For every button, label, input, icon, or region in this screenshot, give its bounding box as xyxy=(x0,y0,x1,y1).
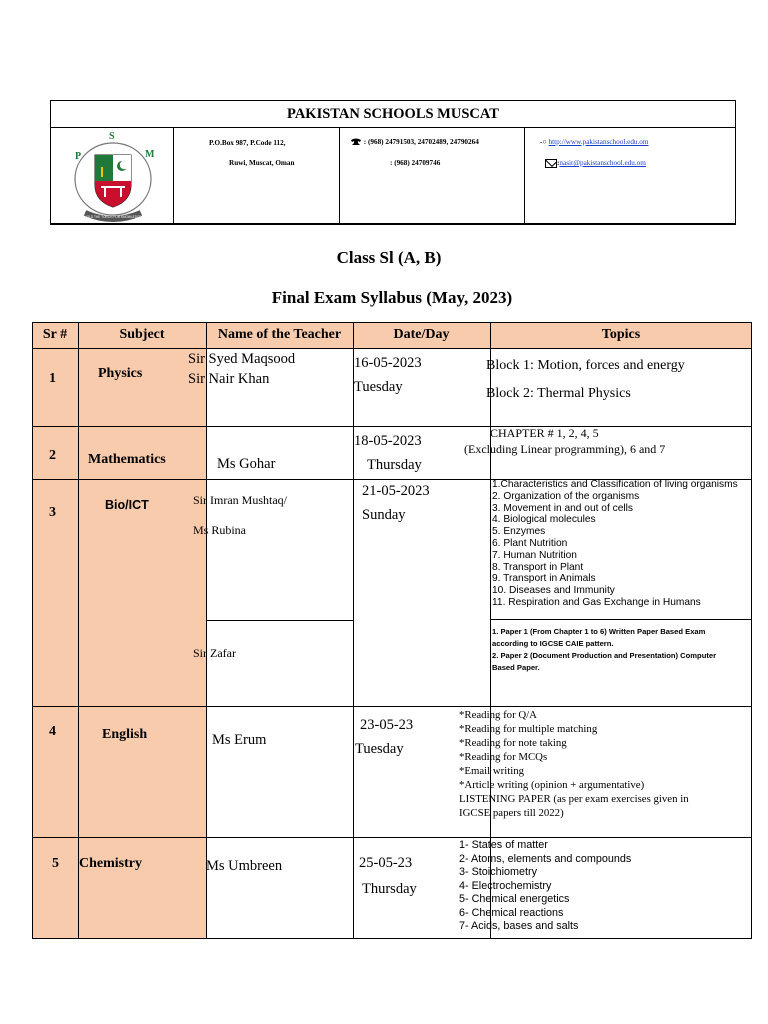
logo-letter-m: M xyxy=(145,149,155,160)
row2-sr: 2 xyxy=(49,448,56,463)
phone-cell xyxy=(340,127,525,223)
row1-day: Tuesday xyxy=(354,379,403,395)
bio-topic: 6. Plant Nutrition xyxy=(492,537,568,549)
row3-ict-topics xyxy=(492,626,716,674)
logo-cell xyxy=(51,127,174,223)
row2-date: 18-05-2023 xyxy=(354,433,422,449)
bio-topic: 3. Movement in and out of cells xyxy=(492,502,634,514)
row4-sr: 4 xyxy=(49,724,56,739)
ict-topic: 1. Paper 1 (From Chapter 1 to 6) Written Paper Based Exam xyxy=(492,627,706,636)
bio-topic: 7. Human Nutrition xyxy=(492,549,577,561)
syllabus-table xyxy=(32,322,752,939)
ict-topic: Based Paper. xyxy=(492,663,540,672)
bio-topic: 8. Transport in Plant xyxy=(492,561,584,573)
header-topics: Topics xyxy=(490,322,752,348)
row4-subject: English xyxy=(102,727,148,742)
logo-motto: HOLD THE TORCH FOR KNOWLEDGE xyxy=(84,215,142,219)
row2-topic-1: CHAPTER # 1, 2, 4, 5 xyxy=(490,426,599,440)
email-row: :nasir@pakistanschool.edu.om xyxy=(545,159,646,168)
row3-bio-topics xyxy=(492,479,738,609)
header-teacher: Name of the Teacher xyxy=(206,322,353,348)
row3-day: Sunday xyxy=(362,507,406,523)
fax-number: : (968) 24709746 xyxy=(390,159,441,167)
class-heading: Class Sl (A, B) xyxy=(336,248,442,267)
row3-bio-teacher-2: Ms Rubina xyxy=(193,523,247,537)
row1-sr: 1 xyxy=(49,371,56,386)
row5-teacher: Ms Umbreen xyxy=(206,858,283,874)
sr-subject-column-fill xyxy=(32,348,206,939)
email-link[interactable]: nasir@pakistanschool.edu.om xyxy=(559,159,646,168)
exam-heading: Final Exam Syllabus (May, 2023) xyxy=(271,288,513,307)
english-topic: *Reading for multiple matching xyxy=(459,723,598,735)
row4-day: Tuesday xyxy=(355,741,404,757)
chemistry-topic: 3- Stoichiometry xyxy=(459,866,538,878)
row5-date: 25-05-23 xyxy=(359,855,413,871)
row3-sr: 3 xyxy=(49,505,56,520)
row2-teacher: Ms Gohar xyxy=(217,456,276,472)
website-row xyxy=(540,138,649,146)
web-cell xyxy=(525,127,735,223)
letterhead xyxy=(50,100,736,225)
bio-topic: 2. Organization of the organisms xyxy=(492,490,640,502)
chemistry-topic: 6- Chemical reactions xyxy=(459,906,564,919)
row2-subject: Mathematics xyxy=(88,452,166,467)
english-topic: *Reading for Q/A xyxy=(459,709,537,721)
header-sr: Sr # xyxy=(32,322,78,348)
row1-subject: Physics xyxy=(98,366,143,381)
row4-teacher: Ms Erum xyxy=(212,732,267,748)
chemistry-topic: 1- States of matter xyxy=(459,839,548,851)
row3-ict-teacher: Sir Zafar xyxy=(193,646,236,660)
bio-topic: 5. Enzymes xyxy=(492,526,546,538)
phone-icon xyxy=(350,138,362,146)
address-cell xyxy=(174,127,340,223)
bio-topic: 11. Respiration and Gas Exchange in Humans xyxy=(492,596,701,608)
address-line-1: P.O.Box 987, P.Code 112, xyxy=(209,139,286,147)
english-topic: IGCSE papers till 2022) xyxy=(459,807,564,819)
english-topic: *Email writing xyxy=(459,765,525,777)
row1-teacher-1: Sir Syed Maqsood xyxy=(188,351,296,367)
row2-day: Thursday xyxy=(367,457,422,473)
chemistry-topic: 7- Acids, bases and salts xyxy=(459,920,579,932)
row1-topic-2: Block 2: Thermal Physics xyxy=(486,386,631,401)
phone-numbers: : (968) 24791503, 24702489, 24790264 xyxy=(363,138,479,146)
header-date: Date/Day xyxy=(353,322,490,348)
ict-topic: 2. Paper 2 (Document Production and Presentation) Computer xyxy=(492,651,717,660)
row1-teacher-2: Sir Nair Khan xyxy=(188,371,270,387)
header-subject: Subject xyxy=(78,322,206,348)
row5-sr: 5 xyxy=(52,856,59,871)
row3-date: 21-05-2023 xyxy=(362,483,430,499)
row2-topic-2: (Excluding Linear programming), 6 and 7 xyxy=(464,442,666,456)
logo-letter-s: S xyxy=(109,131,115,142)
school-name: PAKISTAN SCHOOLS MUSCAT xyxy=(51,101,735,128)
school-logo xyxy=(51,127,174,224)
chemistry-topic: 5- Chemical energetics xyxy=(459,893,570,905)
address-line-2: Ruwi, Muscat, Oman xyxy=(229,159,295,167)
row4-topics xyxy=(459,708,689,820)
row3-subject: Bio/ICT xyxy=(105,498,149,512)
ict-topic: according to IGCSE CAIE pattern. xyxy=(492,639,614,648)
row3-bio-teacher-1: Sir Imran Mushtaq/ xyxy=(193,493,287,507)
bio-topic: 4. Biological molecules xyxy=(492,514,596,526)
website-link[interactable]: http://www.pakistanschool.edu.om xyxy=(548,138,649,146)
bio-topic: 10. Diseases and Immunity xyxy=(492,585,615,597)
row1-date: 16-05-2023 xyxy=(354,355,422,371)
chemistry-topic: 2- Atoms, elements and compounds xyxy=(459,852,632,865)
chemistry-topic: 4- Electrochemistry xyxy=(459,879,552,892)
english-topic: *Reading for note taking xyxy=(459,737,567,749)
row1-topic-1: Block 1: Motion, forces and energy xyxy=(486,358,685,373)
english-topic: LISTENING PAPER (as per exam exercises given in xyxy=(459,793,689,805)
bio-topic: 1.Characteristics and Classification of living organisms xyxy=(492,479,738,490)
row4-date: 23-05-23 xyxy=(360,717,414,733)
envelope-icon xyxy=(545,159,557,168)
row5-subject: Chemistry xyxy=(79,856,142,871)
bio-topic: 9. Transport in Animals xyxy=(492,573,596,585)
english-topic: *Article writing (opinion + argumentative) xyxy=(459,779,645,791)
mouse-icon: -○ xyxy=(540,138,547,146)
row5-topics xyxy=(459,839,631,934)
row5-day: Thursday xyxy=(362,881,417,897)
english-topic: *Reading for MCQs xyxy=(459,751,548,763)
logo-letter-p: P xyxy=(75,151,82,162)
phone-row-1 xyxy=(350,138,479,146)
